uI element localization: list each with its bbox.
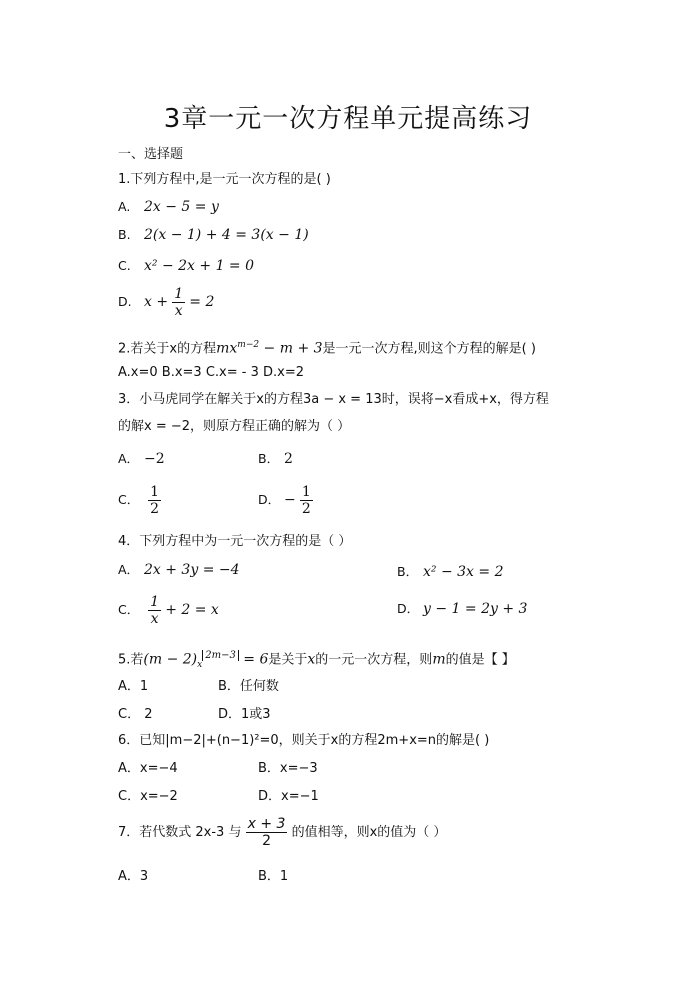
question-7-option-a: A．3: [118, 869, 149, 884]
question-4-option-c: C． $\frac{1}{x}$ + 2 = x: [118, 594, 219, 627]
fraction: $\frac{1}{x}$: [174, 286, 184, 319]
fraction: $\frac{x + 3}{2}$: [247, 816, 286, 849]
question-6-option-d: D．x=−1: [258, 789, 319, 804]
fraction: $\frac{1}{x}$: [150, 594, 160, 627]
question-1-stem: 1.下列方程中,是一元一次方程的是( ): [118, 172, 331, 187]
question-6-option-c: C．x=−2: [118, 789, 178, 804]
document-title: 3章一元一次方程单元提高练习: [163, 104, 533, 134]
question-2-stem: 2.若关于x的方程$mx^{m-2} - m + 3$是一元一次方程,则这个方程的解是( ): [118, 340, 536, 357]
section-heading: 一、选择题: [118, 147, 184, 162]
question-5-option-c: C． 2: [118, 707, 153, 722]
question-1-option-c: C. x² − 2x + 1 = 0: [118, 258, 255, 274]
question-5-stem: 5.若$(m - 2)_x^{2m-3} = 6$是关于x的一元一次方程，则m的值是【 】: [118, 650, 515, 670]
question-6-option-a: A．x=−4: [118, 761, 178, 776]
fraction: $\frac{1}{2}$: [301, 484, 311, 517]
question-6-stem: 6．已知|m−2|+(n−1)²=0，则关于x的方程2m+x=n的解是( ): [118, 733, 490, 748]
fraction: $\frac{1}{2}$: [150, 484, 160, 517]
question-5-option-a: A．1: [118, 679, 149, 694]
question-3-option-a: A． −2: [118, 451, 165, 467]
question-7-stem: 7．若代数式 2x-3 与 $\frac{x + 3}{2}$ 的值相等，则x的值为（ ）: [118, 816, 447, 849]
question-4-stem: 4．下列方程中为一元一次方程的是（ ）: [118, 534, 352, 549]
question-1-option-b: B. 2(x − 1) + 4 = 3(x − 1): [118, 227, 309, 243]
question-1-option-a: A. 2x − 5 = y: [118, 199, 219, 215]
question-2-options: A.x=0 B.x=3 C.x= - 3 D.x=2: [118, 365, 304, 380]
question-1-option-d: D. x + $\frac{1}{x}$ = 2: [118, 286, 215, 319]
question-6-option-b: B．x=−3: [258, 761, 318, 776]
question-3-line-2: 的解x = −2，则原方程正确的解为（ ）: [118, 419, 351, 434]
question-4-option-a: A． 2x + 3y = −4: [118, 562, 240, 578]
question-3-option-c: C． $\frac{1}{2}$: [118, 484, 160, 517]
question-3-option-d: D． − $\frac{1}{2}$: [258, 484, 311, 517]
question-5-option-d: D．1或3: [218, 707, 271, 722]
question-5-option-b: B．任何数: [218, 679, 279, 694]
question-7-option-b: B．1: [258, 869, 289, 884]
question-4-option-b: B． x² − 3x = 2: [397, 564, 504, 580]
question-4-option-d: D． y − 1 = 2y + 3: [397, 601, 528, 617]
question-3-line-1: 3．小马虎同学在解关于x的方程3a − x = 13时，误将−x看成+x，得方程: [118, 392, 549, 407]
question-3-option-b: B． 2: [258, 451, 293, 467]
